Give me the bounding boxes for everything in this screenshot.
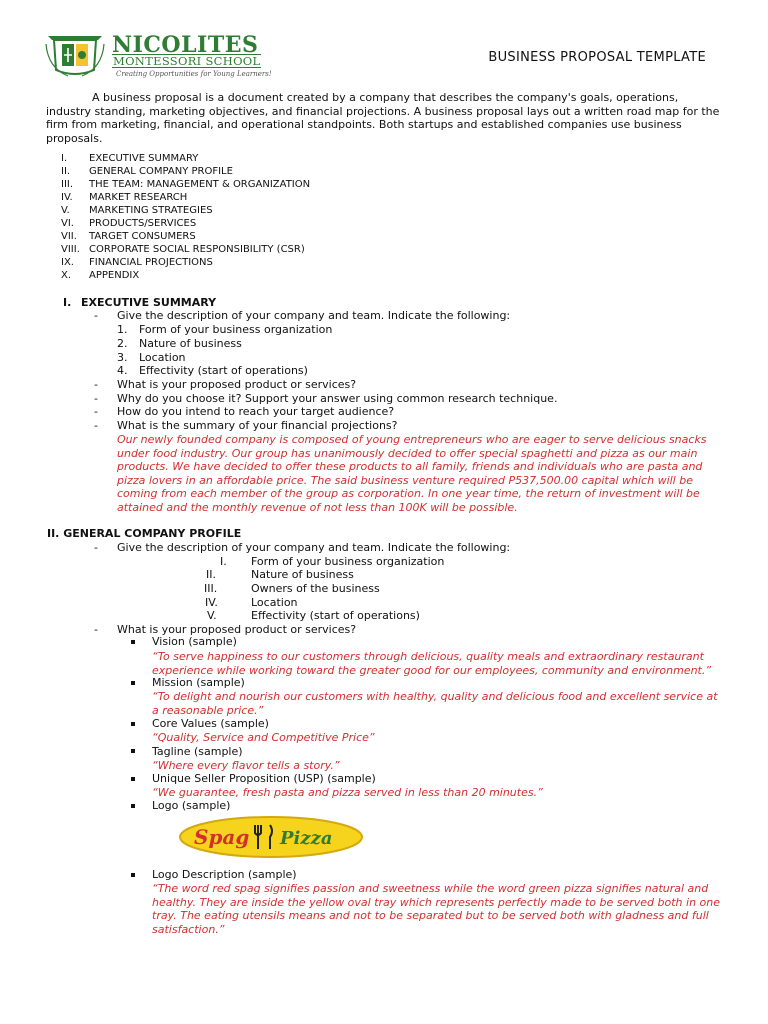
- logo-description-sample: “The word red spag signifies passion and sweetness while the word green pizza signifies natural and healthy. They are inside the yellow oval tray which represents perfectly made to be served both in one tray. The eating utensils means and not to be separated but to be served both with gladness and full satisfaction.”: [152, 882, 721, 936]
- mission-sample: “To delight and nourish our customers with healthy, quality and delicious food and excellent service at a reasonable price.”: [152, 690, 718, 717]
- logo-description-label: Logo Description (sample): [152, 868, 297, 881]
- square-bullet: [131, 804, 135, 808]
- toc-label: PRODUCTS/SERVICES: [89, 218, 197, 229]
- square-bullet: [131, 640, 135, 644]
- core-values-label: Core Values (sample): [152, 717, 269, 730]
- dash-bullet: -: [94, 405, 98, 418]
- square-bullet: [131, 722, 135, 726]
- logo-word-spag: Spag: [194, 825, 250, 849]
- s1-sub-num: 4.: [117, 364, 128, 377]
- toc-label: EXECUTIVE SUMMARY: [89, 153, 199, 164]
- logo-word-pizza: Pizza: [280, 828, 333, 849]
- tagline-label: Tagline (sample): [152, 745, 243, 758]
- toc-num: III.: [61, 179, 74, 190]
- s2-sub-num: II.: [206, 568, 216, 581]
- toc-num: VII.: [61, 231, 77, 242]
- s2-sub-num: IV.: [205, 596, 218, 609]
- section-1-heading: EXECUTIVE SUMMARY: [81, 296, 217, 309]
- s1-sub-label: Location: [139, 351, 186, 364]
- vision-label: Vision (sample): [152, 635, 237, 648]
- dash-bullet: -: [94, 309, 98, 322]
- toc-num: I.: [61, 153, 68, 164]
- toc-label: CORPORATE SOCIAL RESPONSIBILITY (CSR): [89, 244, 305, 255]
- dash-bullet: -: [94, 419, 98, 432]
- toc-num: X.: [61, 270, 72, 281]
- square-bullet: [131, 873, 135, 877]
- toc-label: GENERAL COMPANY PROFILE: [89, 166, 233, 177]
- school-motto: Creating Opportunities for Young Learners!: [116, 70, 272, 78]
- toc-label: THE TEAM: MANAGEMENT & ORGANIZATION: [89, 179, 311, 190]
- s1-bullet: What is the summary of your financial projections?: [117, 419, 398, 432]
- toc-label: APPENDIX: [89, 270, 140, 281]
- s1-sub-num: 2.: [117, 337, 128, 350]
- s2-sub-label: Nature of business: [251, 568, 354, 581]
- s2-sub-label: Owners of the business: [251, 582, 380, 595]
- s1-sub-label: Form of your business organization: [139, 323, 333, 336]
- s2-sub-label: Effectivity (start of operations): [251, 609, 420, 622]
- toc-label: MARKET RESEARCH: [89, 192, 188, 203]
- s1-bullet-describe: Give the description of your company and team. Indicate the following:: [117, 309, 511, 322]
- s2-sub-label: Form of your business organization: [251, 555, 445, 568]
- usp-sample: “We guarantee, fresh pasta and pizza served in less than 20 minutes.”: [152, 786, 543, 799]
- toc-num: II.: [61, 166, 71, 177]
- toc-label: MARKETING STRATEGIES: [89, 205, 213, 216]
- toc-num: V.: [61, 205, 70, 216]
- s2-sub-num: V.: [207, 609, 217, 622]
- toc-num: IV.: [61, 192, 73, 203]
- s1-sub-num: 1.: [117, 323, 128, 336]
- dash-bullet: -: [94, 541, 98, 554]
- vision-sample: “To serve happiness to our customers through delicious, quality meals and extraordinary restaurant experience while working toward the greater good for our employees, community and environment.”: [152, 650, 712, 677]
- toc-num: VIII.: [61, 244, 80, 255]
- s2-bullet-describe: Give the description of your company and team. Indicate the following:: [117, 541, 511, 554]
- dash-bullet: -: [94, 623, 98, 636]
- square-bullet: [131, 681, 135, 685]
- school-subtitle: MONTESSORI SCHOOL: [113, 54, 261, 68]
- s2-sub-label: Location: [251, 596, 298, 609]
- toc-label: FINANCIAL PROJECTIONS: [89, 257, 213, 268]
- school-crest-logo: [44, 30, 106, 78]
- s2-sub-num: I.: [220, 555, 227, 568]
- s2-sub-num: III.: [204, 582, 218, 595]
- usp-label: Unique Seller Proposition (USP) (sample): [152, 772, 376, 785]
- s1-sample-paragraph: Our newly founded company is composed of young entrepreneurs who are eager to serve delicious snacks under food industry. Our group has unanimously decided to offer special spaghetti and pizza as our main products. We have decided to offer these products to all family, friends and individuals who are pasta and pizza lovers in an affordable price. The said business venture required P537,500.00 capital which will be coming from each member of the group as corporation. In one year time, the return of investment will be attained and the monthly revenue of not less than 100K will be possible.: [117, 433, 707, 514]
- s2-bullet-proposed: What is your proposed product or services?: [117, 623, 357, 636]
- core-values-sample: “Quality, Service and Competitive Price”: [152, 731, 375, 744]
- logo-label: Logo (sample): [152, 799, 231, 812]
- square-bullet: [131, 777, 135, 781]
- page-header: [44, 30, 724, 80]
- s1-bullet: Why do you choose it? Support your answer using common research technique.: [117, 392, 558, 405]
- s1-sub-num: 3.: [117, 351, 128, 364]
- intro-paragraph: [46, 91, 726, 145]
- s1-bullet: What is your proposed product or services?: [117, 378, 357, 391]
- toc-num: IX.: [61, 257, 74, 268]
- dash-bullet: -: [94, 392, 98, 405]
- s1-sub-label: Effectivity (start of operations): [139, 364, 308, 377]
- spag-pizza-logo: [178, 815, 364, 859]
- dash-bullet: -: [94, 378, 98, 391]
- toc-label: TARGET CONSUMERS: [89, 231, 196, 242]
- s1-bullet: How do you intend to reach your target audience?: [117, 405, 395, 418]
- section-2-heading: II. GENERAL COMPANY PROFILE: [47, 527, 242, 540]
- section-1-number: I.: [63, 296, 72, 309]
- intro-text: A business proposal is a document created by a company that describes the company's goals, operations, industry standing, marketing objectives, and financial projections. A business proposal lays out a written road map for the firm from marketing, financial, and operational standpoints. Both startups and established companies use business proposals.: [46, 91, 720, 145]
- toc-num: VI.: [61, 218, 74, 229]
- tagline-sample: “Where every flavor tells a story.”: [152, 759, 340, 772]
- document-title: BUSINESS PROPOSAL TEMPLATE: [488, 50, 706, 65]
- s1-sub-label: Nature of business: [139, 337, 242, 350]
- mission-label: Mission (sample): [152, 676, 245, 689]
- square-bullet: [131, 749, 135, 753]
- school-name: NICOLITES: [112, 32, 259, 58]
